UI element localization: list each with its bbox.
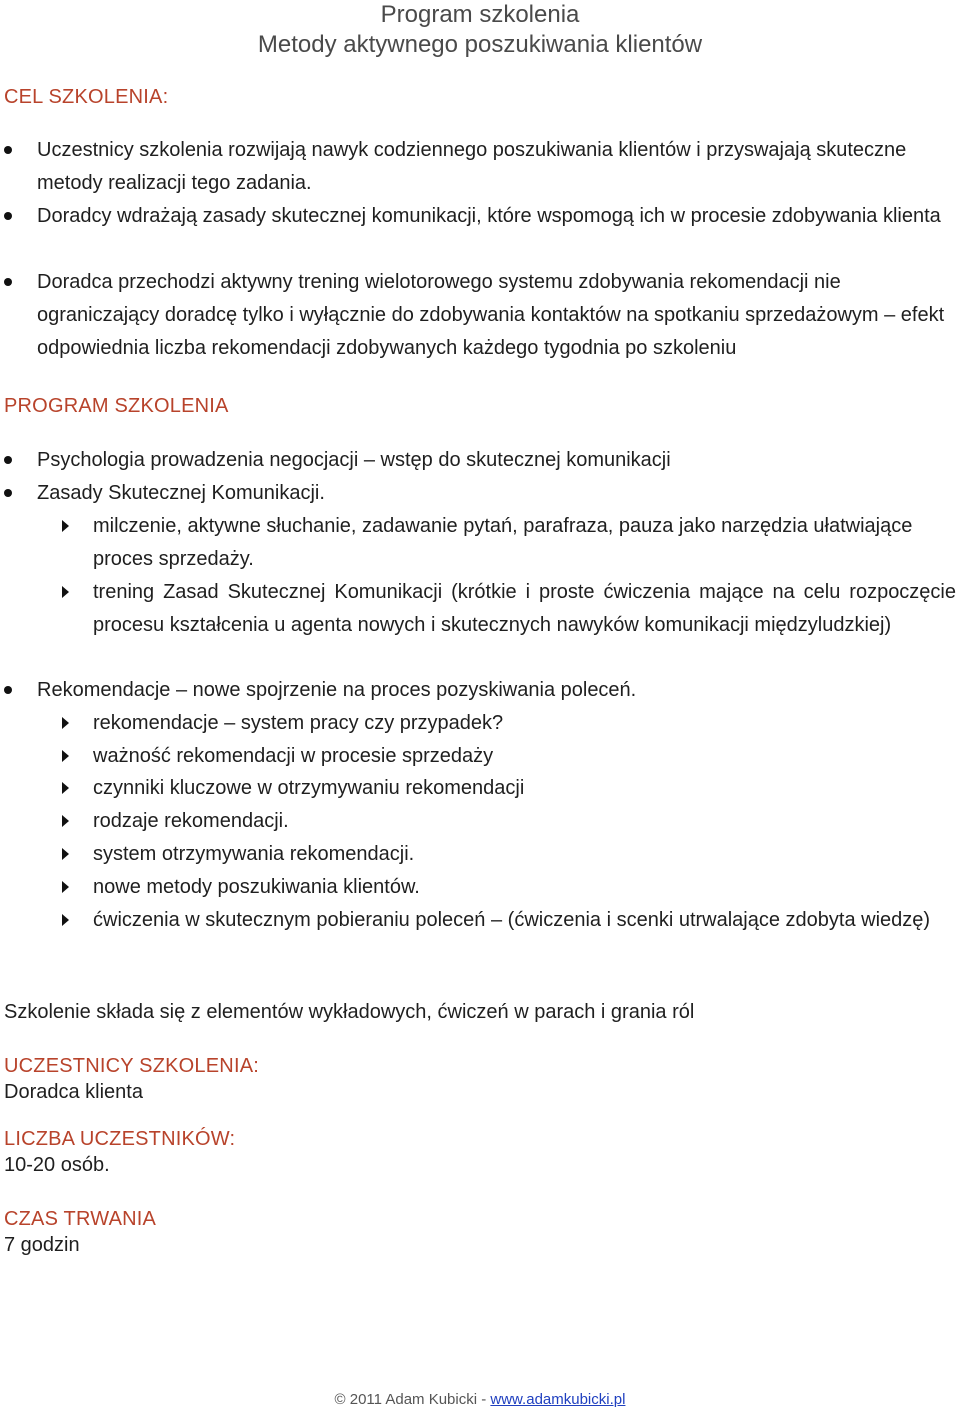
program-item-text: Zasady Skutecznej Komunikacji. (37, 482, 325, 504)
arrow-right-icon (62, 717, 69, 729)
participants-value: Doradca klienta (4, 1081, 143, 1103)
program-subitem-text: czynniki kluczowe w otrzymywaniu rekomendacji (93, 777, 525, 799)
page-title: Program szkolenia (380, 1, 580, 28)
arrow-right-icon (62, 586, 69, 598)
duration-value: 7 godzin (4, 1234, 80, 1256)
arrow-right-icon (62, 782, 69, 794)
bullet-icon (4, 456, 12, 464)
bullet-icon (4, 212, 12, 220)
program-subitem-text: ćwiczenia w skutecznym pobieraniu poleceń – (ćwiczenia i scenki utrwalające zdobyta wiedzę) (93, 909, 931, 931)
arrow-right-icon (62, 520, 69, 532)
website-link[interactable]: www.adamkubicki.pl (490, 1391, 626, 1408)
goal-item-text: Doradcy wdrażają zasady skutecznej komunikacji, które wspomogą ich w procesie zdobywania klienta (37, 205, 941, 227)
goal-heading: CEL SZKOLENIA: (4, 86, 169, 108)
bullet-icon (4, 146, 12, 154)
program-subitem-text: trening Zasad Skutecznej Komunikacji (krótkie i proste ćwiczenia mające na celu rozpoczęcie procesu kształcenia u agenta nowych i skutecznych nawyków komunikacji międzyludzkiej) (93, 581, 956, 636)
bullet-icon (4, 686, 12, 694)
program-heading: PROGRAM SZKOLENIA (4, 395, 229, 417)
participant-count-value: 10-20 osób. (4, 1154, 110, 1176)
program-item-text: Rekomendacje – nowe spojrzenie na proces pozyskiwania poleceń. (37, 679, 637, 701)
program-subitem-text: system otrzymywania rekomendacji. (93, 843, 415, 865)
page-subtitle: Metody aktywnego poszukiwania klientów (257, 31, 703, 58)
program-subitem-text: rekomendacje – system pracy czy przypadek? (93, 712, 504, 734)
arrow-right-icon (62, 881, 69, 893)
bullet-icon (4, 489, 12, 497)
duration-heading: CZAS TRWANIA (4, 1208, 157, 1230)
goal-item-text: Doradca przechodzi aktywny trening wielotorowego systemu zdobywania rekomendacji nie ograniczający doradcę tylko i wyłącznie do zdobywania kontaktów na spotkaniu sprzedażowym – efekt odpowiednia liczba rekomendacji zdobywanych każdego tygodnia po szkoleniu (37, 271, 945, 359)
participants-heading: UCZESTNICY SZKOLENIA: (4, 1055, 259, 1077)
training-summary: Szkolenie składa się z elementów wykładowych, ćwiczeń w parach i grania ról (4, 1001, 695, 1023)
program-subitem-text: ważność rekomendacji w procesie sprzedaży (93, 745, 494, 767)
participant-count-heading: LICZBA UCZESTNIKÓW: (4, 1128, 236, 1150)
arrow-right-icon (62, 914, 69, 926)
goal-item-text: Uczestnicy szkolenia rozwijają nawyk codziennego poszukiwania klientów i przyswajają skuteczne metody realizacji tego zadania. (37, 139, 907, 194)
program-subitem-text: rodzaje rekomendacji. (93, 810, 289, 832)
program-subitem-text: nowe metody poszukiwania klientów. (93, 876, 420, 898)
footer (0, 1390, 960, 1410)
arrow-right-icon (62, 815, 69, 827)
arrow-right-icon (62, 848, 69, 860)
program-subitem-text: milczenie, aktywne słuchanie, zadawanie pytań, parafraza, pauza jako narzędzia ułatwiające proces sprzedaży. (93, 515, 913, 570)
copyright-text: © 2011 Adam Kubicki - (334, 1391, 491, 1408)
bullet-icon (4, 278, 12, 286)
arrow-right-icon (62, 750, 69, 762)
program-item-text: Psychologia prowadzenia negocjacji – wstęp do skutecznej komunikacji (37, 449, 671, 471)
